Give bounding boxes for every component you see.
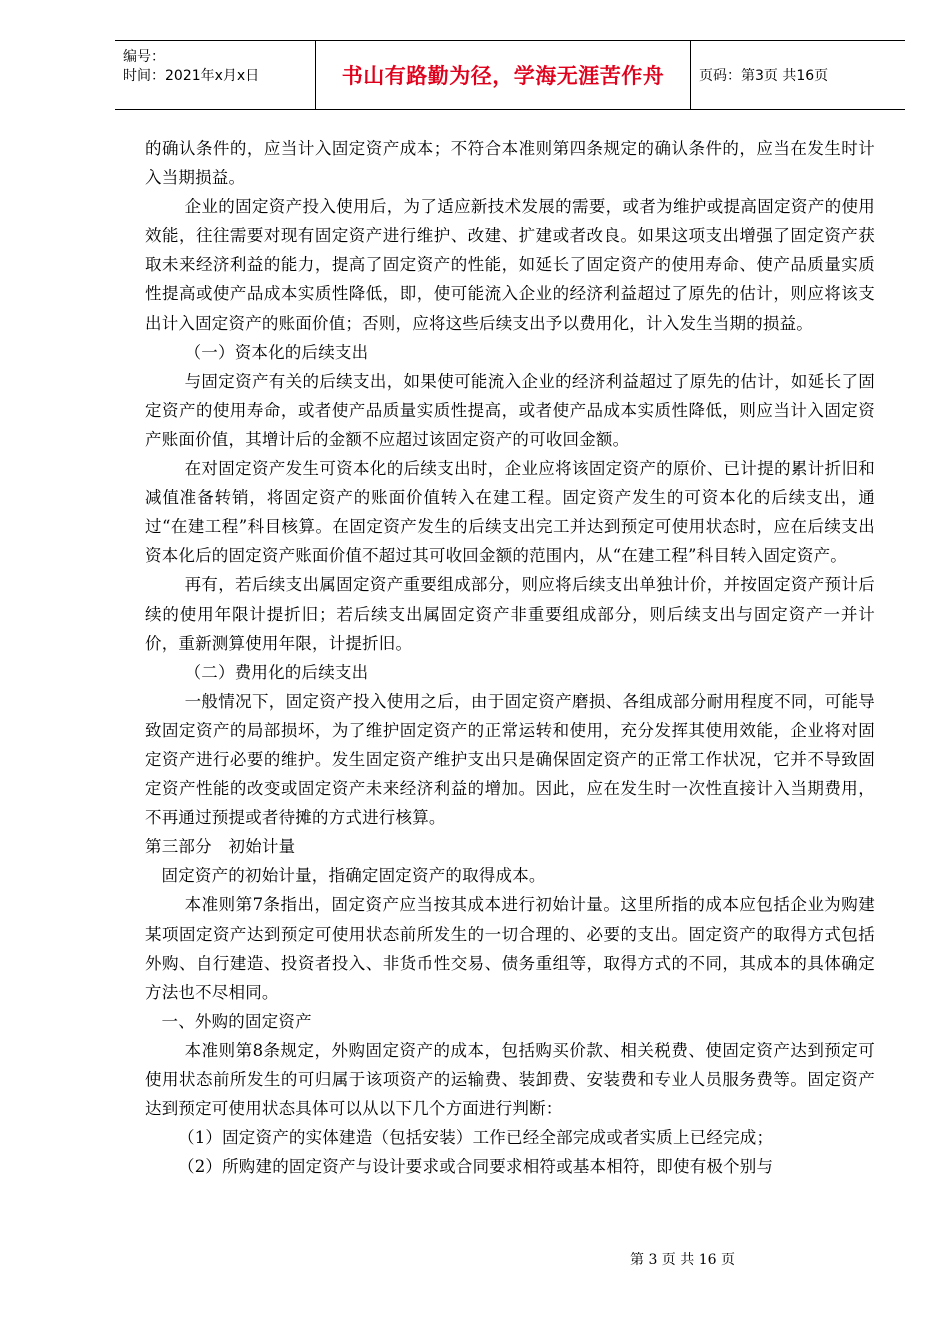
paragraph: 在对固定资产发生可资本化的后续支出时，企业应将该固定资产的原价、已计提的累计折旧和减值准备转销，将固定资产的账面价值转入在建工程。固定资产发生的可资本化的后续支出，通过“在建工程”科目核算。在固定资产发生的后续支出完工并达到预定可使用状态时，应在后续支出资本化后的固定资产账面价值不超过其可收回金额的范围内，从“在建工程”科目转入固定资产。 — [145, 459, 875, 566]
section-heading: （二）费用化的后续支出 — [184, 662, 369, 682]
document-time-label: 时间：2021年x月x日 — [123, 68, 260, 84]
header-meta — [115, 41, 315, 109]
paragraph: 本准则第7条指出，固定资产应当按其成本进行初始计量。这里所指的成本应包括企业为购建某项固定资产达到预定可使用状态前所发生的一切合理的、必要的支出。固定资产的取得方式包括外购、自行建造、投资者投入、非货币性交易、债务重组等，取得方式的不同，其成本的具体确定方法也不尽相同。 — [145, 895, 875, 1002]
motto-text: 书山有路勤为径，学海无涯苦作舟 — [341, 64, 665, 88]
page-header — [115, 40, 905, 110]
page-footer: 第 3 页 共 16 页 — [630, 1252, 735, 1268]
paragraph: 固定资产的初始计量，指确定固定资产的取得成本。 — [161, 866, 546, 886]
paragraph: 企业的固定资产投入使用后，为了适应新技术发展的需要，或者为维护或提高固定资产的使用效能，往往需要对现有固定资产进行维护、改建、扩建或者改良。如果这项支出增强了固定资产获取未来经济利益的能力，提高了固定资产的性能，如延长了固定资产的使用寿命、使产品质量实质性提高或使产品成本实质性降低，即，使可能流入企业的经济利益超过了原先的估计，则应将该支出计入固定资产的账面价值；否则，应将这些后续支出予以费用化，计入发生当期的损益。 — [145, 197, 875, 333]
header-page-number: 页码：第3页 共16页 — [699, 68, 829, 84]
document-number-label: 编号： — [123, 49, 165, 65]
list-item: （2）所购建的固定资产与设计要求或合同要求相符或基本相符，即使有极个别与 — [178, 1157, 774, 1177]
paragraph: 与固定资产有关的后续支出，如果使可能流入企业的经济利益超过了原先的估计，如延长了固定资产的使用寿命，或者使产品质量实质性提高，或者使产品成本实质性降低，则应当计入固定资产账面价值，其增计后的金额不应超过该固定资产的可收回金额。 — [145, 371, 875, 449]
list-item: （1）固定资产的实体建造（包括安装）工作已经全部完成或者实质上已经完成； — [178, 1128, 774, 1148]
paragraph: 的确认条件的，应当计入固定资产成本；不符合本准则第四条规定的确认条件的，应当在发生时计入当期损益。 — [145, 139, 875, 188]
document-body — [145, 134, 875, 1181]
paragraph: 再有，若后续支出属固定资产重要组成部分，则应将后续支出单独计价，并按固定资产预计后续的使用年限计提折旧；若后续支出属固定资产非重要组成部分，则后续支出与固定资产一并计价，重新测算使用年限，计提折旧。 — [145, 575, 875, 653]
part-heading: 第三部分 初始计量 — [145, 837, 296, 857]
paragraph: 一般情况下，固定资产投入使用之后，由于固定资产磨损、各组成部分耐用程度不同，可能导致固定资产的局部损坏，为了维护固定资产的正常运转和使用，充分发挥其使用效能，企业将对固定资产进行必要的维护。发生固定资产维护支出只是确保固定资产的正常工作状况，它并不导致固定资产性能的改变或固定资产未来经济利益的增加。因此，应在发生时一次性直接计入当期费用，不再通过预提或者待摊的方式进行核算。 — [145, 691, 875, 828]
section-heading: （一）资本化的后续支出 — [184, 342, 369, 362]
header-motto — [315, 41, 691, 109]
paragraph: 本准则第8条规定，外购固定资产的成本，包括购买价款、相关税费、使固定资产达到预定可使用状态前所发生的可归属于该项资产的运输费、装卸费、安装费和专业人员服务费等。固定资产达到预定可使用状态具体可以从以下几个方面进行判断： — [145, 1040, 875, 1119]
section-heading: 一、外购的固定资产 — [161, 1011, 312, 1031]
